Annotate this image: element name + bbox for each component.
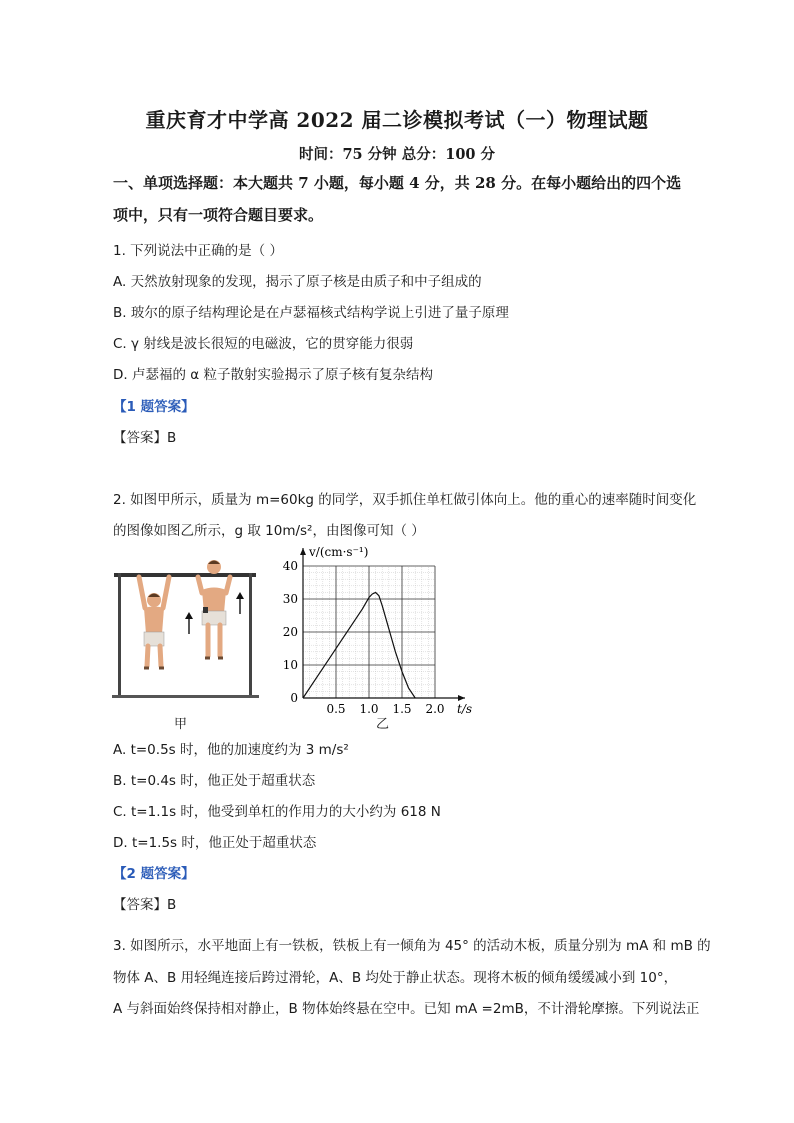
exam-duration-score: 时间：75 分钟 总分：100 分 bbox=[298, 146, 496, 163]
figure-a-caption: 甲 bbox=[174, 717, 188, 732]
up-arrow-icon bbox=[185, 612, 193, 634]
q3-stem-line1: 3. 如图所示，水平地面上有一铁板，铁板上有一倾角为 45° 的活动木板，质量分别为 mA 和 mB 的 bbox=[113, 938, 711, 954]
velocity-time-chart bbox=[283, 542, 483, 722]
y-axis-arrow-icon bbox=[300, 548, 306, 555]
chart-labels bbox=[283, 545, 472, 716]
q3-stem-line2: 物体 A、B 用轻绳连接后跨过滑轮，A、B 均处于静止状态。现将木板的倾角缓缓减小到 10°， bbox=[113, 970, 678, 986]
q1-option-d: D. 卢瑟福的 α 粒子散射实验揭示了原子核有复杂结构 bbox=[113, 367, 433, 383]
y-tick-label: 30 bbox=[283, 592, 298, 606]
page-title: 重庆育才中学高 2022 届二诊模拟考试（一）物理试题 bbox=[145, 108, 649, 132]
left-post bbox=[118, 573, 121, 698]
right-post bbox=[249, 573, 252, 698]
x-tick-label: 0.5 bbox=[326, 702, 346, 716]
origin-label: 0 bbox=[290, 691, 298, 705]
y-tick-label: 10 bbox=[283, 658, 298, 672]
figure-b-caption: 乙 bbox=[376, 717, 390, 732]
q1-option-b: B. 玻尔的原子结构理论是在卢瑟福核式结构学说上引进了量子原理 bbox=[113, 305, 509, 321]
q2-stem-line2: 的图像如图乙所示，g 取 10m/s²，由图像可知（ ） bbox=[113, 523, 425, 539]
q2-answer: 【答案】B bbox=[113, 897, 177, 913]
x-tick-label: 1.5 bbox=[392, 702, 412, 716]
y-axis-label: v/(cm·s⁻¹) bbox=[309, 545, 369, 559]
horizontal-bar bbox=[114, 573, 256, 577]
q2-option-c: C. t=1.1s 时，他受到单杠的作用力的大小约为 618 N bbox=[113, 804, 441, 820]
x-tick-label: 2.0 bbox=[425, 702, 445, 716]
x-tick-label: 1.0 bbox=[359, 702, 379, 716]
up-arrow-icon bbox=[236, 592, 244, 614]
ground-line bbox=[112, 695, 259, 698]
q2-option-b: B. t=0.4s 时，他正处于超重状态 bbox=[113, 773, 316, 789]
q2-option-d: D. t=1.5s 时，他正处于超重状态 bbox=[113, 835, 317, 851]
pullup-figure bbox=[112, 556, 262, 700]
q3-stem-line3: A 与斜面始终保持相对静止，B 物体始终悬在空中。已知 mA =2mB，不计滑轮摩擦。下列说法正 bbox=[113, 1001, 700, 1017]
person-hanging bbox=[139, 577, 169, 668]
q1-answer: 【答案】B bbox=[113, 430, 177, 446]
chart-grid bbox=[303, 566, 435, 698]
q1-option-c: C. γ 射线是波长很短的电磁波，它的贯穿能力很弱 bbox=[113, 336, 414, 352]
chart-axes bbox=[300, 548, 465, 701]
q2-option-a: A. t=0.5s 时，他的加速度约为 3 m/s² bbox=[113, 742, 349, 758]
y-tick-label: 20 bbox=[283, 625, 298, 639]
y-tick-label: 40 bbox=[283, 559, 298, 573]
q1-answer-tag: 【1 题答案】 bbox=[113, 399, 195, 415]
section-heading-line2: 项中，只有一项符合题目要求。 bbox=[113, 206, 324, 224]
q2-stem-line1: 2. 如图甲所示，质量为 m=60kg 的同学，双手抓住单杠做引体向上。他的重心的速率随时间变化 bbox=[113, 492, 697, 508]
x-axis-label: t/s bbox=[457, 702, 473, 716]
q1-option-a: A. 天然放射现象的发现，揭示了原子核是由质子和中子组成的 bbox=[113, 274, 482, 290]
x-axis-arrow-icon bbox=[458, 695, 465, 701]
q1-stem: 1. 下列说法中正确的是（ ） bbox=[113, 243, 283, 259]
q2-answer-tag: 【2 题答案】 bbox=[113, 866, 195, 882]
section-heading-line1: 一、单项选择题：本大题共 7 小题，每小题 4 分，共 28 分。在每小题给出的四个选 bbox=[113, 174, 682, 192]
